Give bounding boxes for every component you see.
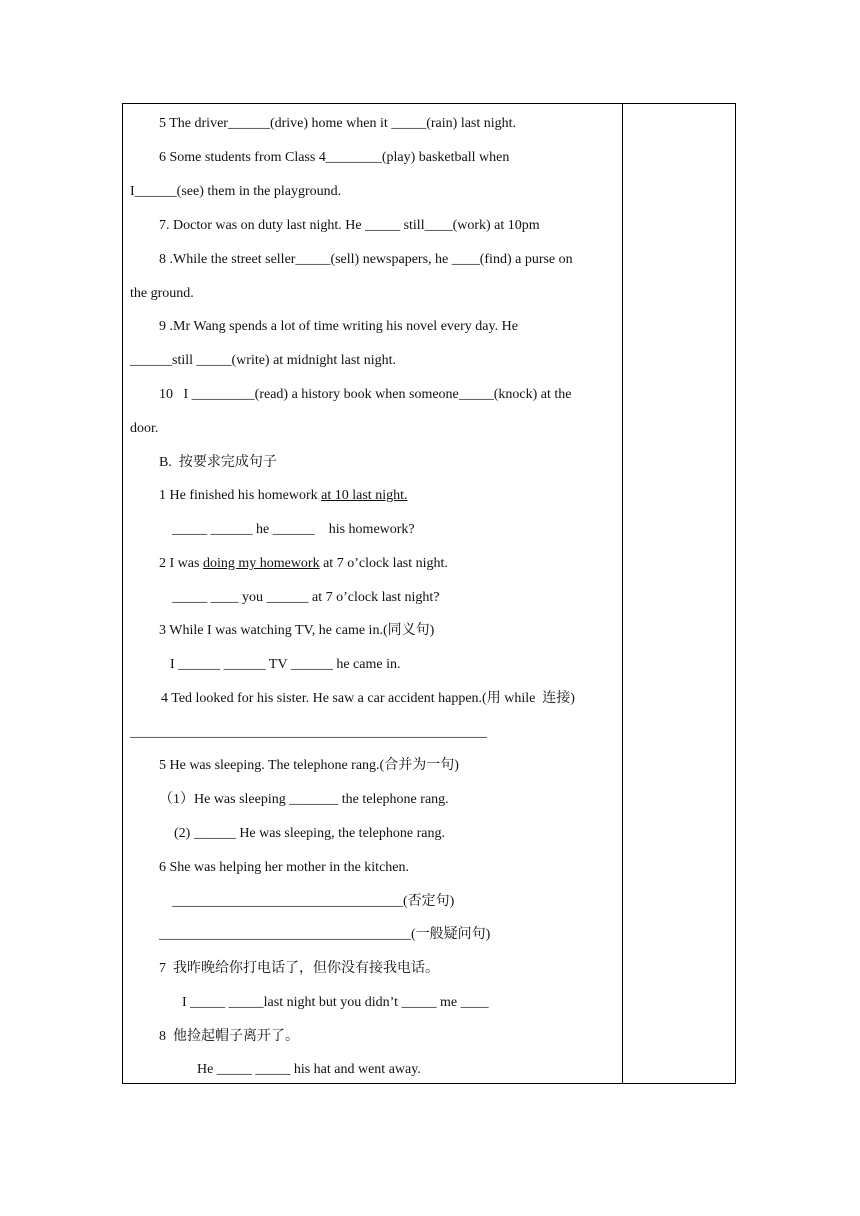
exercise-b-1-prefix: 1 He finished his homework <box>159 488 322 503</box>
worksheet-table <box>122 103 736 1084</box>
exercise-a-8-line1: 8 .While the street seller_____(sell) newspapers, he ____(find) a purse on <box>159 252 573 267</box>
column-divider <box>622 104 623 1083</box>
exercise-b-1 <box>159 487 407 505</box>
exercise-a-10-line1: 10 I _________(read) a history book when someone_____(knock) at the <box>159 387 572 402</box>
exercise-b-6-question: ____________________________________(一般疑问句) <box>159 927 491 942</box>
exercise-a-6-line1: 6 Some students from Class 4________(play) basketball when <box>159 150 510 165</box>
exercise-a-9-line2: ______still _____(write) at midnight last night. <box>130 353 396 368</box>
exercise-b-5-option-1: （1）He was sleeping _______ the telephone rang. <box>159 792 449 807</box>
exercise-b-6-negative: _________________________________(否定句) <box>172 894 455 909</box>
exercise-a-5: 5 The driver______(drive) home when it _____(rain) last night. <box>159 116 517 131</box>
exercise-b-8-answer: He _____ _____ his hat and went away. <box>197 1062 421 1077</box>
exercise-a-6-line2: I______(see) them in the playground. <box>130 184 342 199</box>
exercise-b-2-prefix: 2 I was <box>159 556 203 571</box>
exercise-b-7-answer: I _____ _____last night but you didn’t _____ me ____ <box>182 995 489 1010</box>
exercise-b-1-underlined: at 10 last night. <box>321 488 408 503</box>
exercise-b-2-answer: _____ ____ you ______ at 7 o’clock last night? <box>172 590 440 605</box>
exercise-b-5-option-2: (2) ______ He was sleeping, the telephone rang. <box>174 826 445 841</box>
exercise-b-4-answer: ___________________________________________________ <box>130 725 487 740</box>
exercise-b-8: 8 他捡起帽子离开了。 <box>159 1029 299 1044</box>
exercise-b-2-suffix: at 7 o’clock last night. <box>319 556 448 571</box>
exercise-b-3: 3 While I was watching TV, he came in.(同义句) <box>159 623 435 638</box>
exercise-a-9-line1: 9 .Mr Wang spends a lot of time writing his novel every day. He <box>159 319 518 334</box>
exercise-b-3-answer: I ______ ______ TV ______ he came in. <box>170 657 401 672</box>
exercise-a-10-line2: door. <box>130 421 159 436</box>
exercise-b-4: 4 Ted looked for his sister. He saw a car accident happen.(用 while 连接) <box>161 691 575 706</box>
exercise-b-2-underlined: doing my homework <box>202 556 320 571</box>
exercise-b-7: 7 我昨晚给你打电话了，但你没有接我电话。 <box>159 961 439 976</box>
exercise-a-8-line2: the ground. <box>130 286 194 301</box>
exercise-b-6: 6 She was helping her mother in the kitchen. <box>159 860 409 875</box>
exercise-b-1-answer: _____ ______ he ______ his homework? <box>172 522 415 537</box>
exercise-b-5: 5 He was sleeping. The telephone rang.(合并为一句) <box>159 758 459 773</box>
section-b-heading: B. 按要求完成句子 <box>159 455 277 470</box>
exercise-a-7: 7. Doctor was on duty last night. He _____ still____(work) at 10pm <box>159 218 540 233</box>
exercise-b-2 <box>159 555 448 573</box>
